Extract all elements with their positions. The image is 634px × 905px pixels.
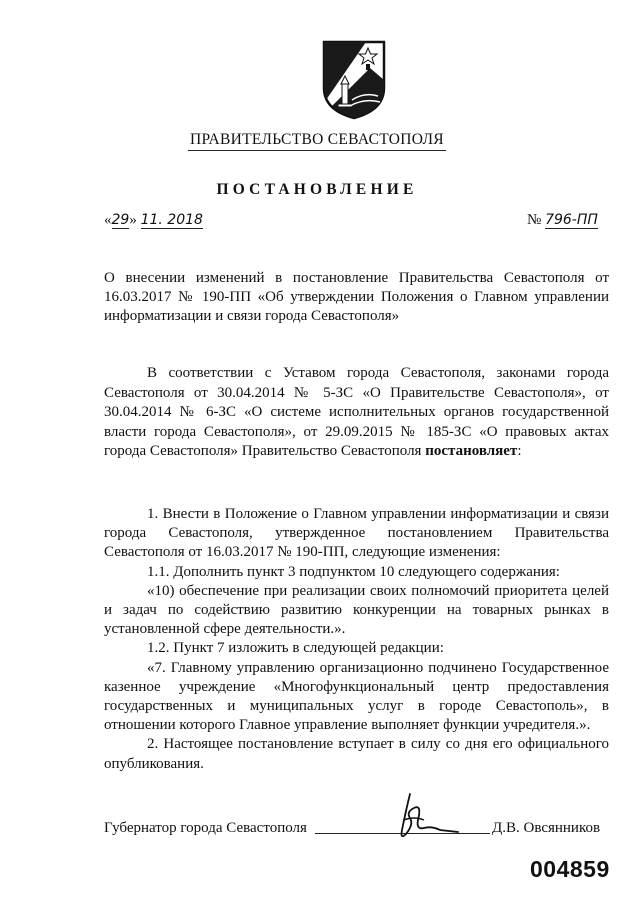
body-paragraph: 1.2. Пункт 7 изложить в следующей редакции: xyxy=(147,640,444,657)
date-month-year: 11. 2018 xyxy=(140,212,203,228)
body-paragraph: 1. Внести в Положение о Главном управлении информатизации и связи города Севастополя, утвержденное постановлением Правительства Севастополя от 16.03.2017 № 190-ПП, следующие изменения: xyxy=(104,506,609,561)
date-close-quote: » xyxy=(129,212,137,228)
document-date xyxy=(104,212,203,229)
body-paragraph: 1.1. Дополнить пункт 3 подпунктом 10 следующего содержания: xyxy=(147,563,560,580)
signatory-position: Губернатор города Севастополя xyxy=(104,820,307,836)
government-name: ПРАВИТЕЛЬСТВО СЕВАСТОПОЛЯ xyxy=(0,131,634,151)
document-subject: О внесении изменений в постановление Правительства Севастополя от 16.03.2017 № 190-ПП «Об утверждении Положения о Главном управлении информатизации и связи города Севастополя» xyxy=(104,270,609,324)
document-type-title: ПОСТАНОВЛЕНИЕ xyxy=(216,181,418,198)
coat-of-arms-icon xyxy=(322,40,386,120)
document-body xyxy=(104,505,609,774)
body-paragraph: 2. Настоящее постановление вступает в силу со дня его официального опубликования. xyxy=(104,736,609,772)
body-paragraph: «10) обеспечение при реализации своих полномочий приоритета целей и задач по содействию развитию конкуренции на товарных рынках в установленной сфере деятельности.». xyxy=(104,582,609,638)
preamble-text: В соответствии с Уставом города Севастополя, законами города Севастополя от 30.04.2014 № 5-ЗС «О Правительстве Севастополя», от 30.04.2014 № 6-ЗС «О системе исполнительных органов государственной власти города Севастополя», от 29.09.2015 № 185-ЗС «О правовых актах города Севастополя» Правительство Севастополя xyxy=(104,365,609,459)
preamble-colon: : xyxy=(517,443,522,459)
decree-word: постановляет xyxy=(425,443,518,459)
signatory-name: Д.В. Овсянников xyxy=(492,820,601,836)
preamble-paragraph xyxy=(104,364,609,462)
number-value: 796-ПП xyxy=(545,212,598,228)
serial-number: 004859 xyxy=(530,856,610,882)
number-prefix: № xyxy=(527,212,542,228)
date-open-quote: « xyxy=(104,212,112,228)
handwritten-signature-icon xyxy=(380,790,460,846)
document-number xyxy=(527,212,598,229)
body-paragraph: «7. Главному управлению организационно подчинено Государственное казенное учреждение «Многофункциональный центр предоставления государственных и муниципальных услуг в городе Севастополь», в отношении которого Главное управление выполняет функции учредителя.». xyxy=(104,659,609,734)
date-day: 29 xyxy=(111,212,130,228)
